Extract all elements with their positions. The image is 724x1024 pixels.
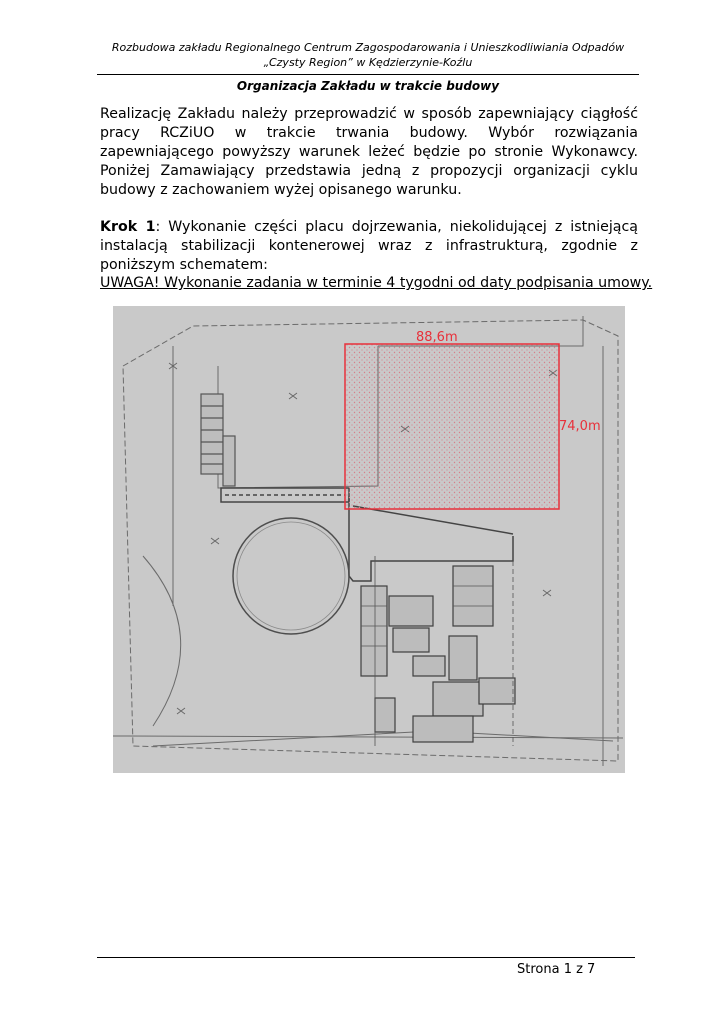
intro-paragraph: Realizację Zakładu należy przeprowadzić w sposób zapewniający ciągłość pracy RCZiUO w trakcie trwania budowy. Wybór rozwiązania zapewniającego powyższy warunek leżeć będzie po stronie Wykonawcy. Poniżej Zamawiający przedstawia jedną z propozycji organizacji cyklu budowy z zachowaniem wyżej opisanego warunku. xyxy=(100,106,638,198)
header-line-2: „Czysty Region” w Kędzierzynie-Koźlu xyxy=(263,56,473,69)
header-line-1: Rozbudowa zakładu Regionalnego Centrum Zagospodarowania i Unieszkodliwiania Odpadów xyxy=(111,41,625,54)
page-number: Strona 1 z 7 xyxy=(517,962,596,977)
document-header xyxy=(96,40,640,70)
site-plan-drawing xyxy=(113,306,625,773)
step-1-area-highlight xyxy=(345,344,559,509)
step-1-label: Krok 1 xyxy=(100,219,156,235)
section-title: Organizacja Zakładu w trakcie budowy xyxy=(236,79,500,93)
step-1-text: : Wykonanie części placu dojrzewania, niekolidującej z istniejącą instalacją stabilizacji kontenerowej wraz z infrastrukturą, zgodnie z poniższym schematem: xyxy=(100,219,638,273)
deadline-note: UWAGA! Wykonanie zadania w terminie 4 tygodni od daty podpisania umowy. xyxy=(100,275,653,291)
footer-divider xyxy=(97,957,635,958)
plan-width-label: 88,6m xyxy=(416,330,458,345)
step-1-paragraph xyxy=(100,218,638,275)
plan-height-label: 74,0m xyxy=(559,419,601,434)
header-divider xyxy=(97,74,639,75)
